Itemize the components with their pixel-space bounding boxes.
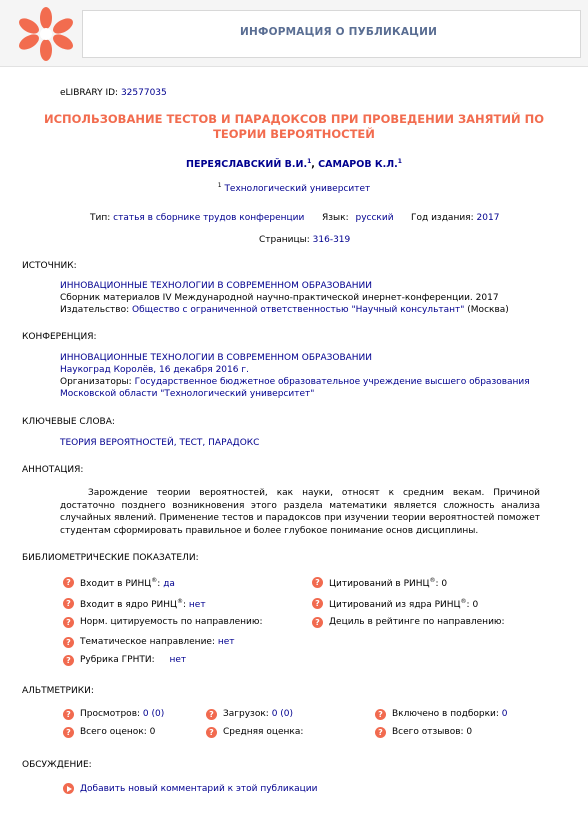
rinc-indicator <box>80 577 175 589</box>
core-value: нет <box>188 600 206 610</box>
publication-language <box>322 213 394 223</box>
reviews-value: 0 <box>466 727 473 737</box>
keyword-separator: , <box>173 438 180 448</box>
author-sup-1: 1 <box>307 158 312 165</box>
author-link-2[interactable]: САМАРОВ К.Л. <box>318 159 398 171</box>
collections-value: 0 <box>501 709 508 719</box>
annotation-text: Зарождение теории вероятностей, как науки, относят к средним векам. Причиной достаточно позднего возникновения этого раздела математики является сложность анализа случайных явлений. Применение тестов и парадоксов при изучении теории вероятностей поможет студентам сформировать правильное и более глубокое понимание основ дисциплины. <box>60 488 540 536</box>
source-heading: ИСТОЧНИК: <box>22 261 77 271</box>
keyword-link[interactable]: ТЕОРИЯ ВЕРОЯТНОСТЕЙ <box>60 438 174 448</box>
affiliation-name: Технологический университет <box>224 184 371 194</box>
cit-core-value: 0 <box>472 600 479 610</box>
keyword-link[interactable]: ПАРАДОКС <box>208 438 260 448</box>
question-circle-icon[interactable]: ? <box>312 617 323 628</box>
question-circle-icon[interactable]: ? <box>63 727 74 738</box>
conference-heading: КОНФЕРЕНЦИЯ: <box>22 332 97 342</box>
add-comment-link[interactable]: Добавить новый комментарий к этой публикации <box>80 784 318 794</box>
grnti-value: нет <box>169 655 187 665</box>
reg-mark: ® <box>429 577 436 584</box>
publication-pages <box>259 235 350 245</box>
keywords-list <box>60 437 259 449</box>
title-line-2: ТЕОРИИ ВЕРОЯТНОСТЕЙ <box>213 127 375 141</box>
publisher-label: Издательство: <box>60 305 130 315</box>
topic-direction <box>80 637 235 647</box>
question-circle-icon[interactable]: ? <box>206 709 217 720</box>
question-circle-icon[interactable]: ? <box>63 617 74 628</box>
author-separator: , <box>311 159 315 171</box>
source-name-link[interactable]: ИННОВАЦИОННЫЕ ТЕХНОЛОГИИ В СОВРЕМЕННОМ ОБРАЗОВАНИИ <box>60 281 373 291</box>
authors <box>0 158 588 170</box>
year-label: Год издания: <box>411 213 474 223</box>
views-value: 0 (0) <box>142 709 165 719</box>
colon: : <box>157 579 161 589</box>
collections-label: Включено в подборки: <box>392 709 499 719</box>
author-sup-2: 1 <box>397 158 402 165</box>
affiliation <box>0 182 588 194</box>
conference-name-link[interactable]: ИННОВАЦИОННЫЕ ТЕХНОЛОГИИ В СОВРЕМЕННОМ ОБРАЗОВАНИИ <box>60 353 373 363</box>
grnti-rubric <box>80 655 186 665</box>
title-line-1: ИСПОЛЬЗОВАНИЕ ТЕСТОВ И ПАРАДОКСОВ ПРИ ПРОВЕДЕНИИ ЗАНЯТИЙ ПО <box>43 112 545 126</box>
question-circle-icon[interactable]: ? <box>63 598 74 609</box>
colon: : <box>182 600 187 610</box>
question-circle-icon[interactable]: ? <box>63 577 74 588</box>
rinc-core-indicator <box>80 598 206 610</box>
affiliation-sup: 1 <box>217 182 222 189</box>
header-bar <box>0 0 588 67</box>
year-value: 2017 <box>476 213 500 223</box>
ratings-label: Всего оценок: <box>80 727 147 737</box>
reviews <box>392 727 472 737</box>
colon: : <box>435 579 439 589</box>
organizer-link-line2[interactable]: Московской области "Технологический университет" <box>60 389 315 399</box>
rinc-value: да <box>163 579 175 589</box>
source-collection: Сборник материалов IV Международной научно-практической инернет-конференции. 2017 <box>60 293 499 303</box>
language-value: русский <box>355 213 394 223</box>
type-value: статья в сборнике трудов конференции <box>113 213 305 223</box>
cit-rinc-label: Цитирований в РИНЦ <box>329 579 430 589</box>
ratings-value: 0 <box>149 727 156 737</box>
publisher-link[interactable]: Общество с ограниченной ответственностью "Научный консультант" <box>132 305 465 315</box>
keywords-heading: КЛЮЧЕВЫЕ СЛОВА: <box>22 417 115 427</box>
elibrary-id-value: 32577035 <box>120 88 167 98</box>
source-block <box>60 280 509 316</box>
colon: : <box>466 600 470 610</box>
page-title: ИНФОРМАЦИЯ О ПУБЛИКАЦИИ <box>240 26 438 38</box>
citations-rinc <box>329 577 447 589</box>
pages-label: Страницы: <box>259 235 310 245</box>
rinc-label: Входит в РИНЦ <box>80 579 152 589</box>
publication-year <box>411 213 499 223</box>
question-circle-icon[interactable]: ? <box>63 709 74 720</box>
reg-mark: ® <box>176 598 183 605</box>
altmetrics-heading: АЛЬТМЕТРИКИ: <box>22 686 94 696</box>
reviews-label: Всего отзывов: <box>392 727 464 737</box>
core-label: Входит в ядро РИНЦ <box>80 600 177 610</box>
organizer-link-line1[interactable]: Государственное бюджетное образовательное учреждение высшего образования <box>134 377 530 387</box>
decile-label: Дециль в рейтинге по направлению: <box>329 617 505 627</box>
pages-value: 316-319 <box>312 235 351 245</box>
cit-core-label: Цитирований из ядра РИНЦ <box>329 600 461 610</box>
bibliometrics-heading: БИБЛИОМЕТРИЧЕСКИЕ ПОКАЗАТЕЛИ: <box>22 553 199 563</box>
citations-core <box>329 598 478 610</box>
avg-rating-label: Средняя оценка: <box>223 727 304 737</box>
elibrary-id-label: eLIBRARY ID: <box>60 88 119 98</box>
organizers-label: Организаторы: <box>60 377 132 387</box>
question-circle-icon[interactable]: ? <box>63 637 74 648</box>
downloads <box>223 709 293 719</box>
type-label: Тип: <box>90 213 111 223</box>
downloads-value: 0 (0) <box>271 709 294 719</box>
question-circle-icon[interactable]: ? <box>312 598 323 609</box>
publisher-city: (Москва) <box>467 305 509 315</box>
topic-value: нет <box>217 637 235 647</box>
conference-block <box>60 352 530 400</box>
reg-mark: ® <box>460 598 467 605</box>
reg-mark: ® <box>151 577 158 584</box>
author-link-1[interactable]: ПЕРЕЯСЛАВСКИЙ В.И. <box>186 159 308 171</box>
views <box>80 709 164 719</box>
language-label: Язык: <box>322 213 349 223</box>
question-circle-icon[interactable]: ? <box>206 727 217 738</box>
keyword-link[interactable]: ТЕСТ <box>179 438 203 448</box>
collections <box>392 709 508 719</box>
discussion-heading: ОБСУЖДЕНИЕ: <box>22 760 92 770</box>
cit-rinc-value: 0 <box>441 579 448 589</box>
question-circle-icon[interactable]: ? <box>312 577 323 588</box>
topic-label: Тематическое направление: <box>80 637 215 647</box>
play-circle-icon[interactable] <box>63 783 74 794</box>
publication-type <box>90 213 304 223</box>
grnti-label: Рубрика ГРНТИ: <box>80 655 155 665</box>
question-circle-icon[interactable]: ? <box>63 655 74 666</box>
norm-citation-label: Норм. цитируемость по направлению: <box>80 617 263 627</box>
keyword-separator: , <box>202 438 209 448</box>
downloads-label: Загрузок: <box>223 709 269 719</box>
question-circle-icon[interactable]: ? <box>375 709 386 720</box>
question-circle-icon[interactable]: ? <box>375 727 386 738</box>
conference-place-date: Наукоград Королёв, 16 декабря 2016 г. <box>60 365 249 375</box>
annotation-heading: АННОТАЦИЯ: <box>22 465 84 475</box>
publication-title <box>20 112 568 142</box>
elibrary-id <box>60 88 167 98</box>
views-label: Просмотров: <box>80 709 141 719</box>
elibrary-logo[interactable] <box>16 5 76 63</box>
ratings <box>80 727 155 737</box>
